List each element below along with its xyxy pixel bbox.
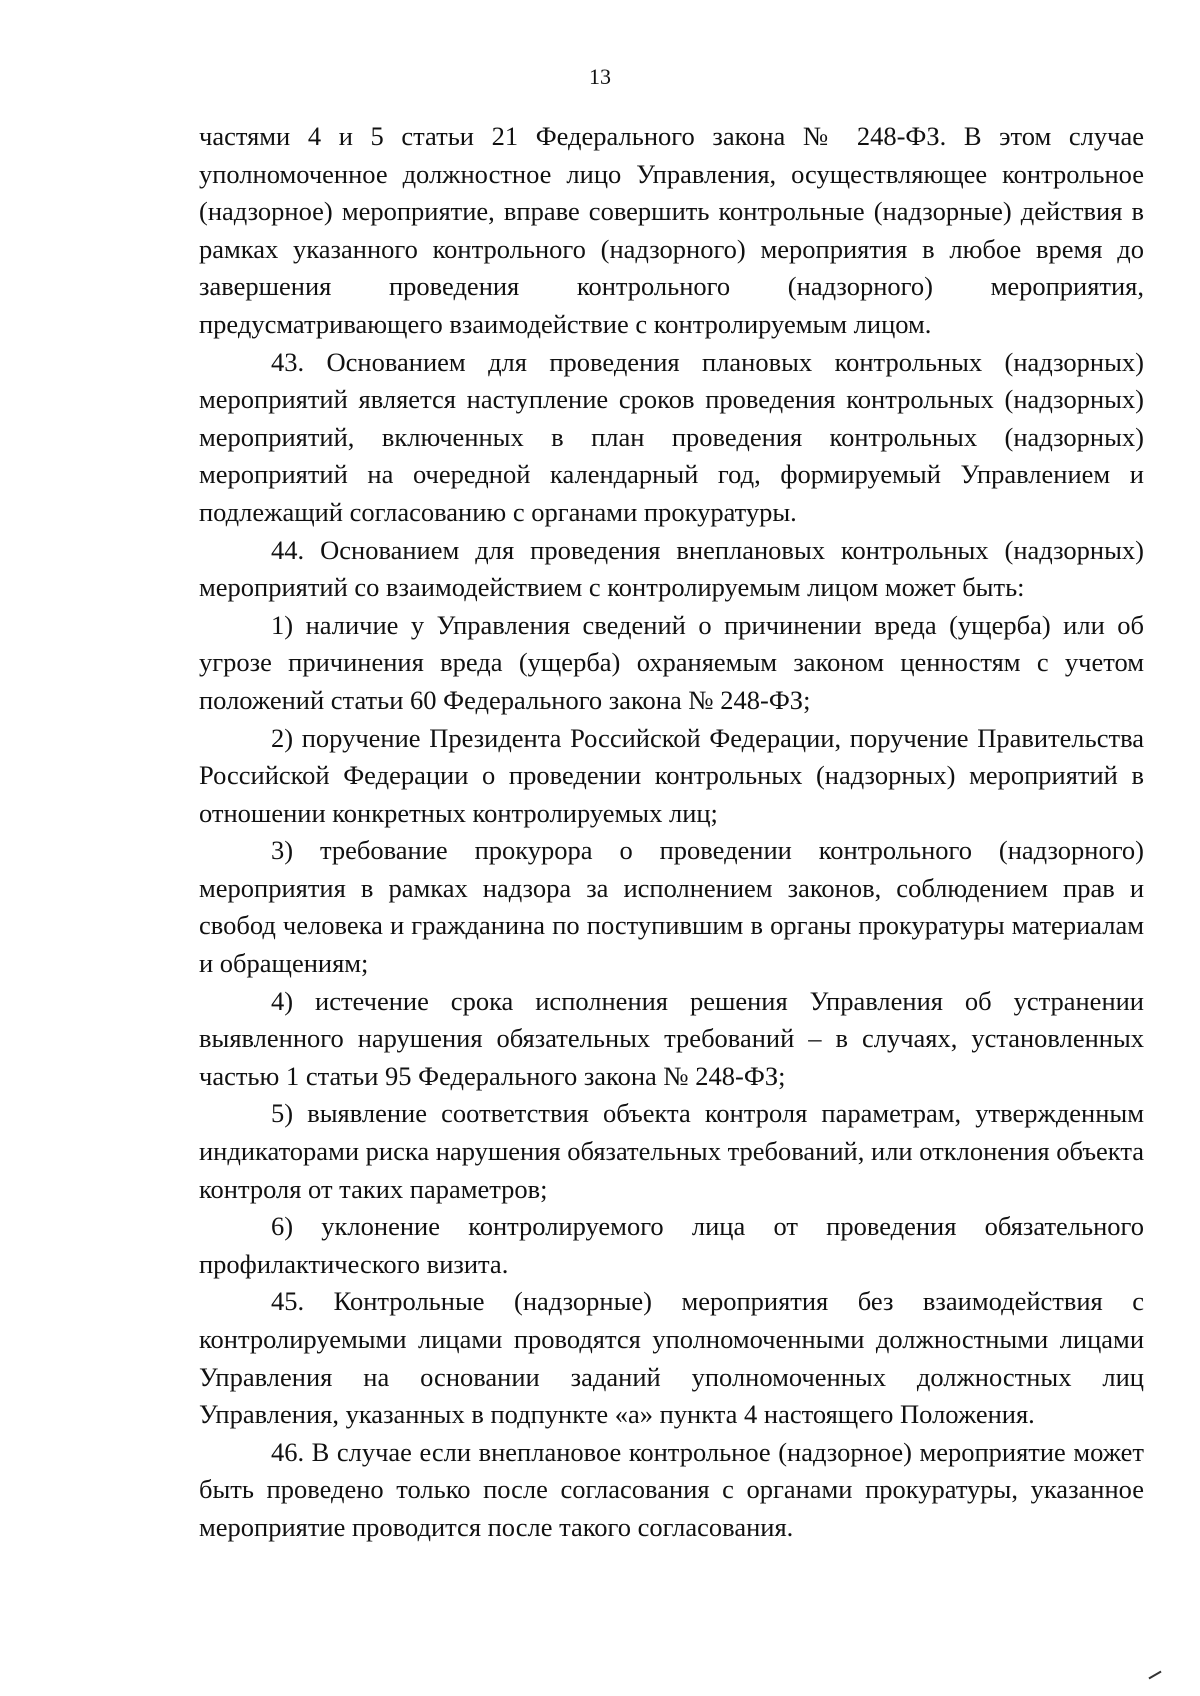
paragraph-44-item-2: 2) поручение Президента Российской Федерации, поручение Правительства Российской Федерации о проведении контрольных (надзорных) мероприятий в отношении конкретных контролируемых лиц;: [199, 722, 1144, 828]
paragraph-44-item-4: 4) истечение срока исполнения решения Управления об устранении выявленного нарушения обязательных требований – в случаях, установленных частью 1 статьи 95 Федерального закона № 248-ФЗ;: [199, 985, 1144, 1091]
paragraph-43: 43. Основанием для проведения плановых контрольных (надзорных) мероприятий является наступление сроков проведения контрольных (надзорных) мероприятий, включенных в план проведения контрольных (надзорных) мероприятий на очередной календарный год, формируемый Управлением и подлежащий согласованию с органами прокуратуры.: [199, 346, 1144, 527]
paragraph-44-item-6: 6) уклонение контролируемого лица от проведения обязательного профилактического визита.: [199, 1211, 1144, 1279]
paragraph-44-item-5: 5) выявление соответствия объекта контроля параметрам, утвержденным индикаторами риска нарушения обязательных требований, или отклонения объекта контроля от таких параметров;: [199, 1098, 1144, 1204]
paragraph-44-item-3: 3) требование прокурора о проведении контрольного (надзорного) мероприятия в рамках надзора за исполнением законов, соблюдением прав и свобод человека и гражданина по поступившим в органы прокуратуры материалам и обращениям;: [199, 835, 1144, 979]
paragraph-continuation: частями 4 и 5 статьи 21 Федерального закона № 248-ФЗ. В этом случае уполномоченное должностное лицо Управления, осуществляющее контрольное (надзорное) мероприятие, вправе совершить контрольные (надзорные) действия в рамках указанного контрольного (надзорного) мероприятия в любое время до завершения проведения контрольного (надзорного) мероприятия, предусматривающего взаимодействие с контролируемым лицом.: [199, 121, 1144, 339]
paragraph-44: 44. Основанием для проведения внеплановых контрольных (надзорных) мероприятий со взаимодействием с контролируемым лицом может быть:: [199, 534, 1144, 603]
paragraph-45: 45. Контрольные (надзорные) мероприятия без взаимодействия с контролируемыми лицами проводятся уполномоченными должностными лицами Управления на основании заданий уполномоченных должностных лиц Управления, указанных в подпункте «а» пункта 4 настоящего Положения.: [199, 1286, 1144, 1430]
document-body: [199, 118, 1144, 1547]
paragraph-46: 46. В случае если внеплановое контрольное (надзорное) мероприятие может быть проведено только после согласования с органами прокуратуры, указанное мероприятие проводится после такого согласования.: [199, 1436, 1144, 1542]
scan-mark: [1148, 1671, 1161, 1680]
page-number: 13: [589, 64, 611, 89]
paragraph-44-item-1: 1) наличие у Управления сведений о причинении вреда (ущерба) или об угрозе причинения вреда (ущерба) охраняемым законом ценностям с учетом положений статьи 60 Федерального закона № 248-ФЗ;: [199, 609, 1144, 715]
